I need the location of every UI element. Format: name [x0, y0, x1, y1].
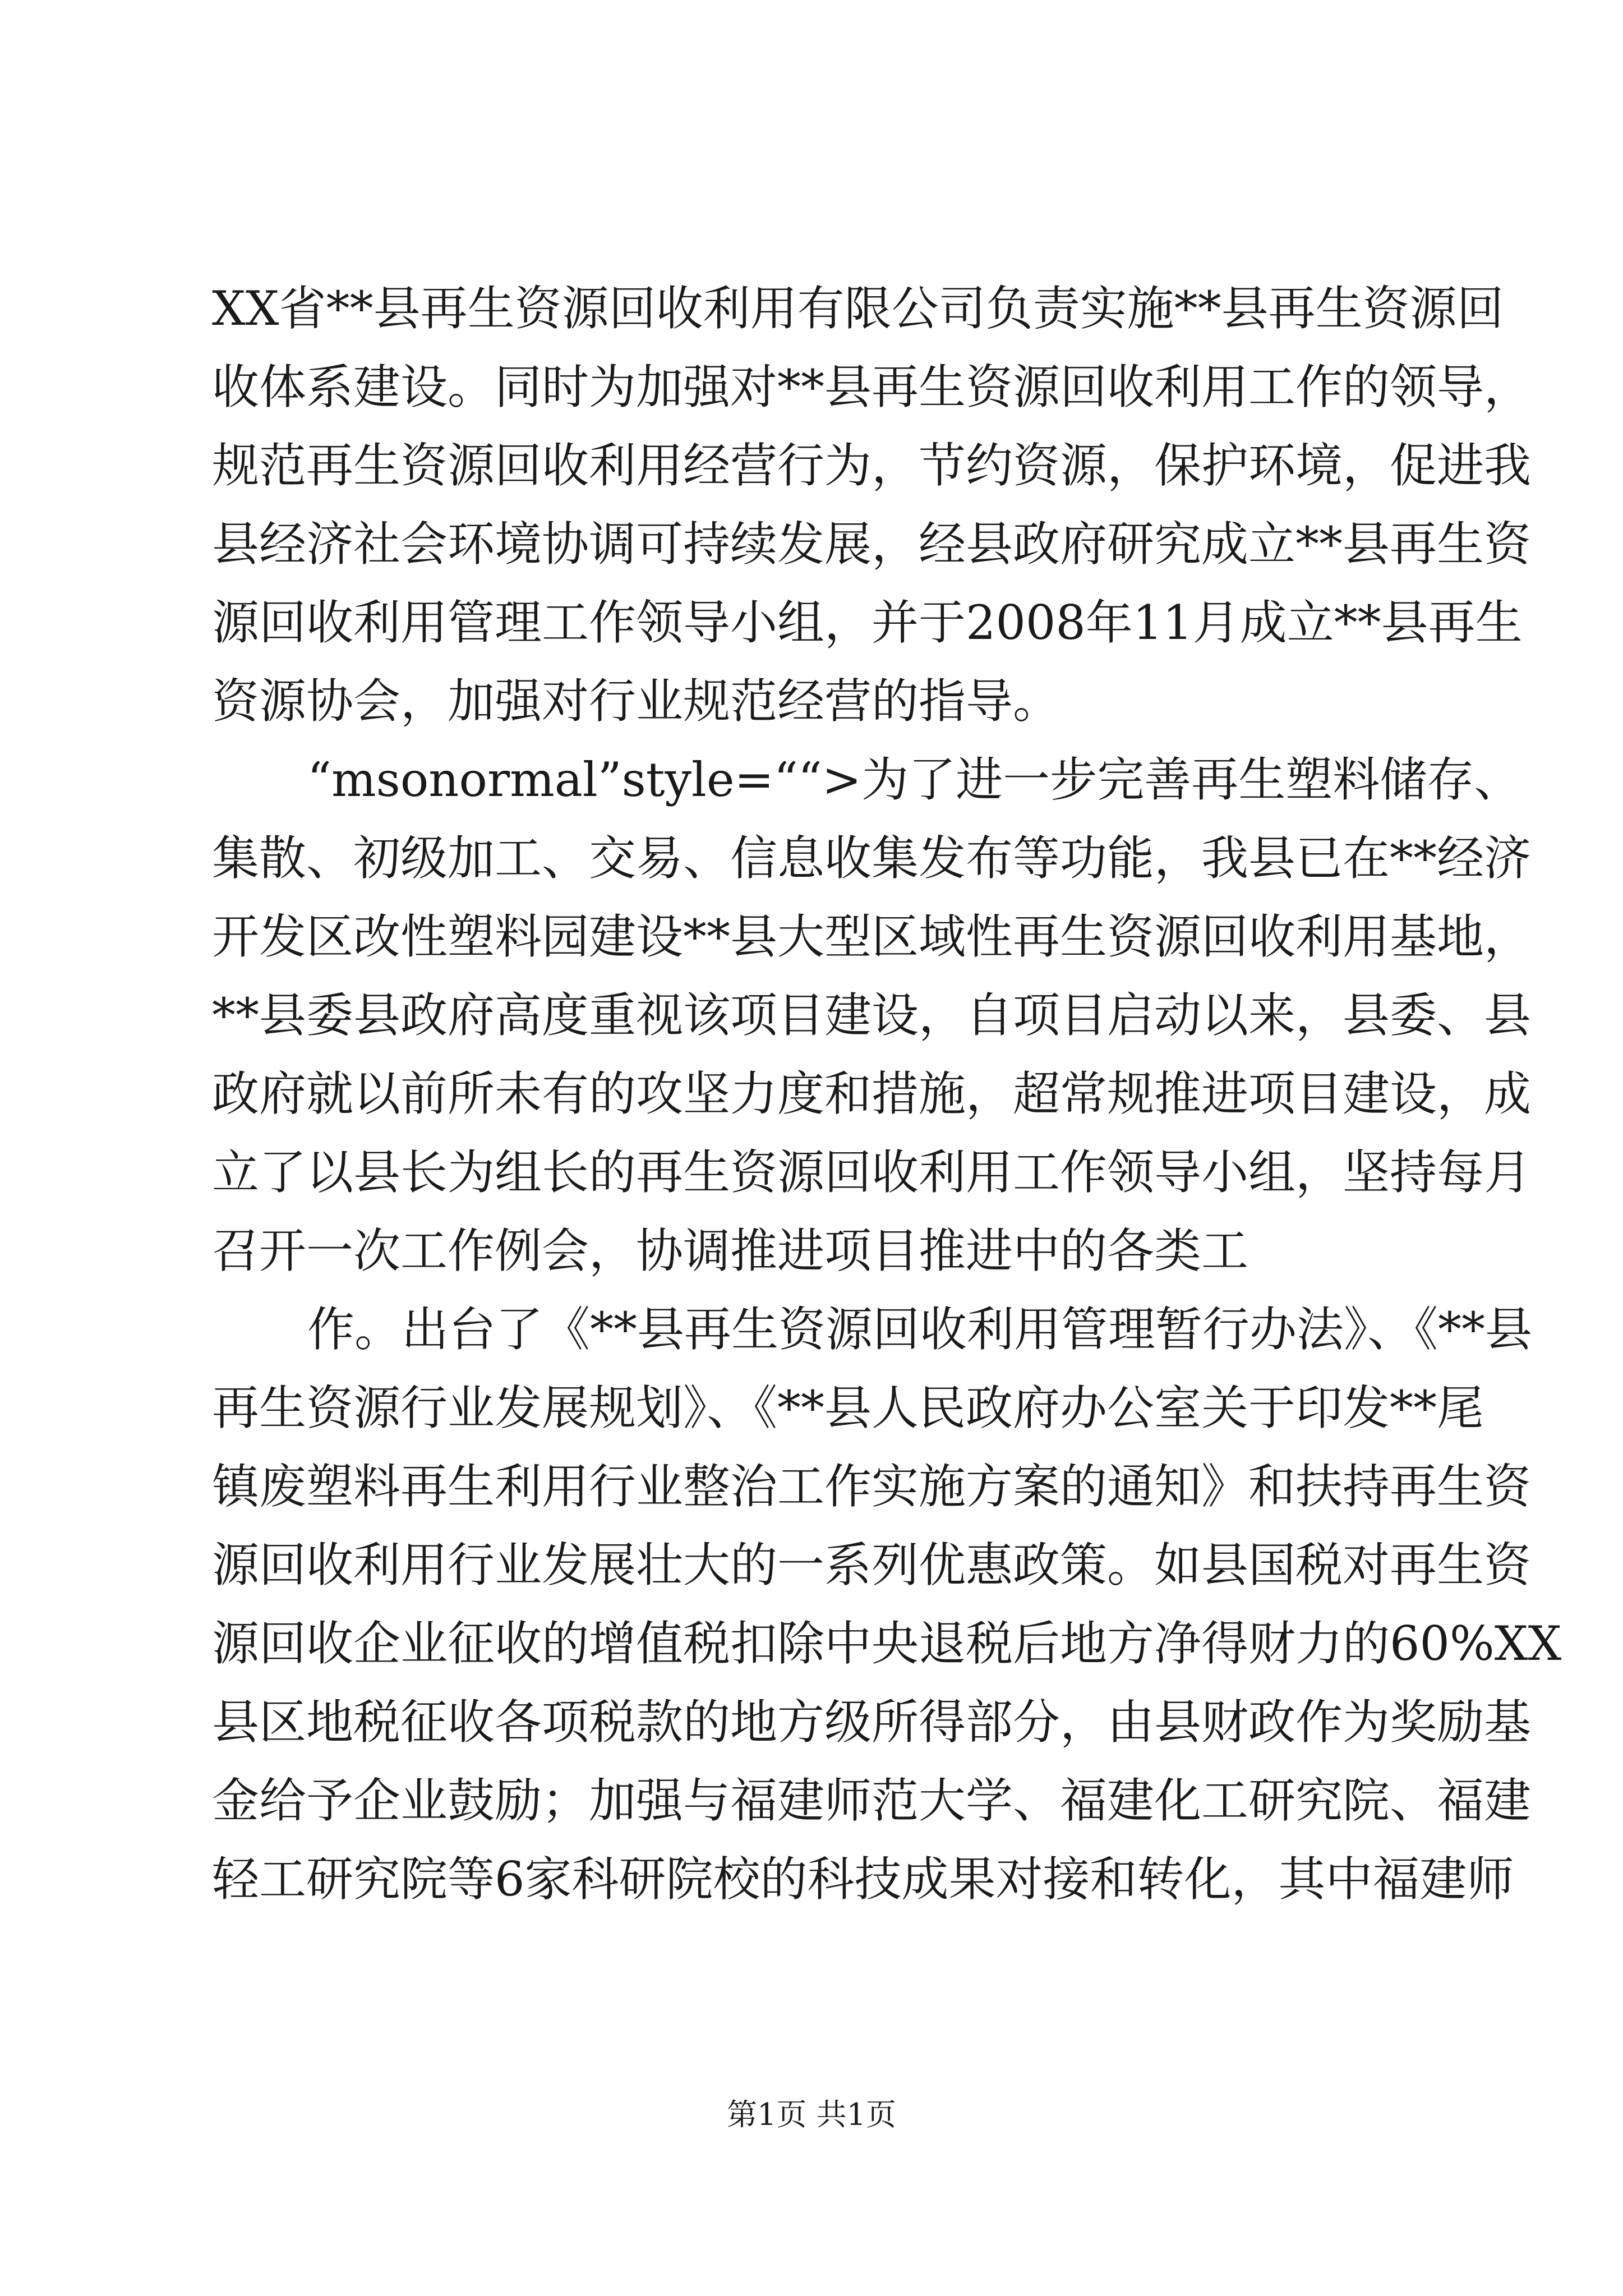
- text-line: 集散、初级加工、交易、信息收集发布等功能，我县已在**经济: [212, 831, 1532, 886]
- text-line: 源回收利用管理工作领导小组，并于2008年11月成立**县再生: [212, 595, 1523, 650]
- text-line: 收体系建设。同时为加强对**县再生资源回收利用工作的领导，: [212, 360, 1532, 415]
- text-line: 源回收企业征收的增值税扣除中央退税后地方净得财力的60%XX: [212, 1616, 1562, 1671]
- text-line: 轻工研究院等6家科研院校的科技成果对接和转化，其中福建师: [212, 1852, 1514, 1907]
- paragraph-start-line: 作。出台了《**县再生资源回收利用管理暂行办法》、《**县: [307, 1302, 1533, 1357]
- text-line: 镇废塑料再生利用行业整治工作实施方案的通知》和扶持再生资: [212, 1459, 1532, 1514]
- page-footer: [0, 2092, 1623, 2137]
- text-line: 政府就以前所未有的攻坚力度和措施，超常规推进项目建设，成: [212, 1066, 1532, 1121]
- text-line: 县区地税征收各项税款的地方级所得部分，由县财政作为奖励基: [212, 1695, 1532, 1750]
- text-line: 召开一次工作例会，协调推进项目推进中的各类工: [212, 1223, 1249, 1278]
- text-line: 资源协会，加强对行业规范经营的指导。: [212, 674, 1061, 729]
- text-line: 规范再生资源回收利用经营行为，节约资源，保护环境，促进我: [212, 438, 1532, 493]
- text-line: 开发区改性塑料园建设**县大型区域性再生资源回收利用基地，: [212, 909, 1532, 964]
- text-line: **县委县政府高度重视该项目建设，自项目启动以来，县委、县: [212, 988, 1532, 1043]
- text-line: XX省**县再生资源回收利用有限公司负责实施**县再生资源回: [212, 281, 1504, 336]
- text-line: 源回收利用行业发展壮大的一系列优惠政策。如县国税对再生资: [212, 1538, 1532, 1593]
- page-number-label: 第1页 共1页: [727, 2097, 896, 2132]
- text-line: 再生资源行业发展规划》、《**县人民政府办公室关于印发**尾: [212, 1381, 1484, 1435]
- paragraph-start-line: “msonormal”style=““>为了进一步完善再生塑料储存、: [307, 752, 1521, 807]
- text-line: 县经济社会环境协调可持续发展，经县政府研究成立**县再生资: [212, 517, 1532, 572]
- text-line: 金给予企业鼓励；加强与福建师范大学、福建化工研究院、福建: [212, 1773, 1532, 1828]
- text-line: 立了以县长为组长的再生资源回收利用工作领导小组，坚持每月: [212, 1145, 1532, 1200]
